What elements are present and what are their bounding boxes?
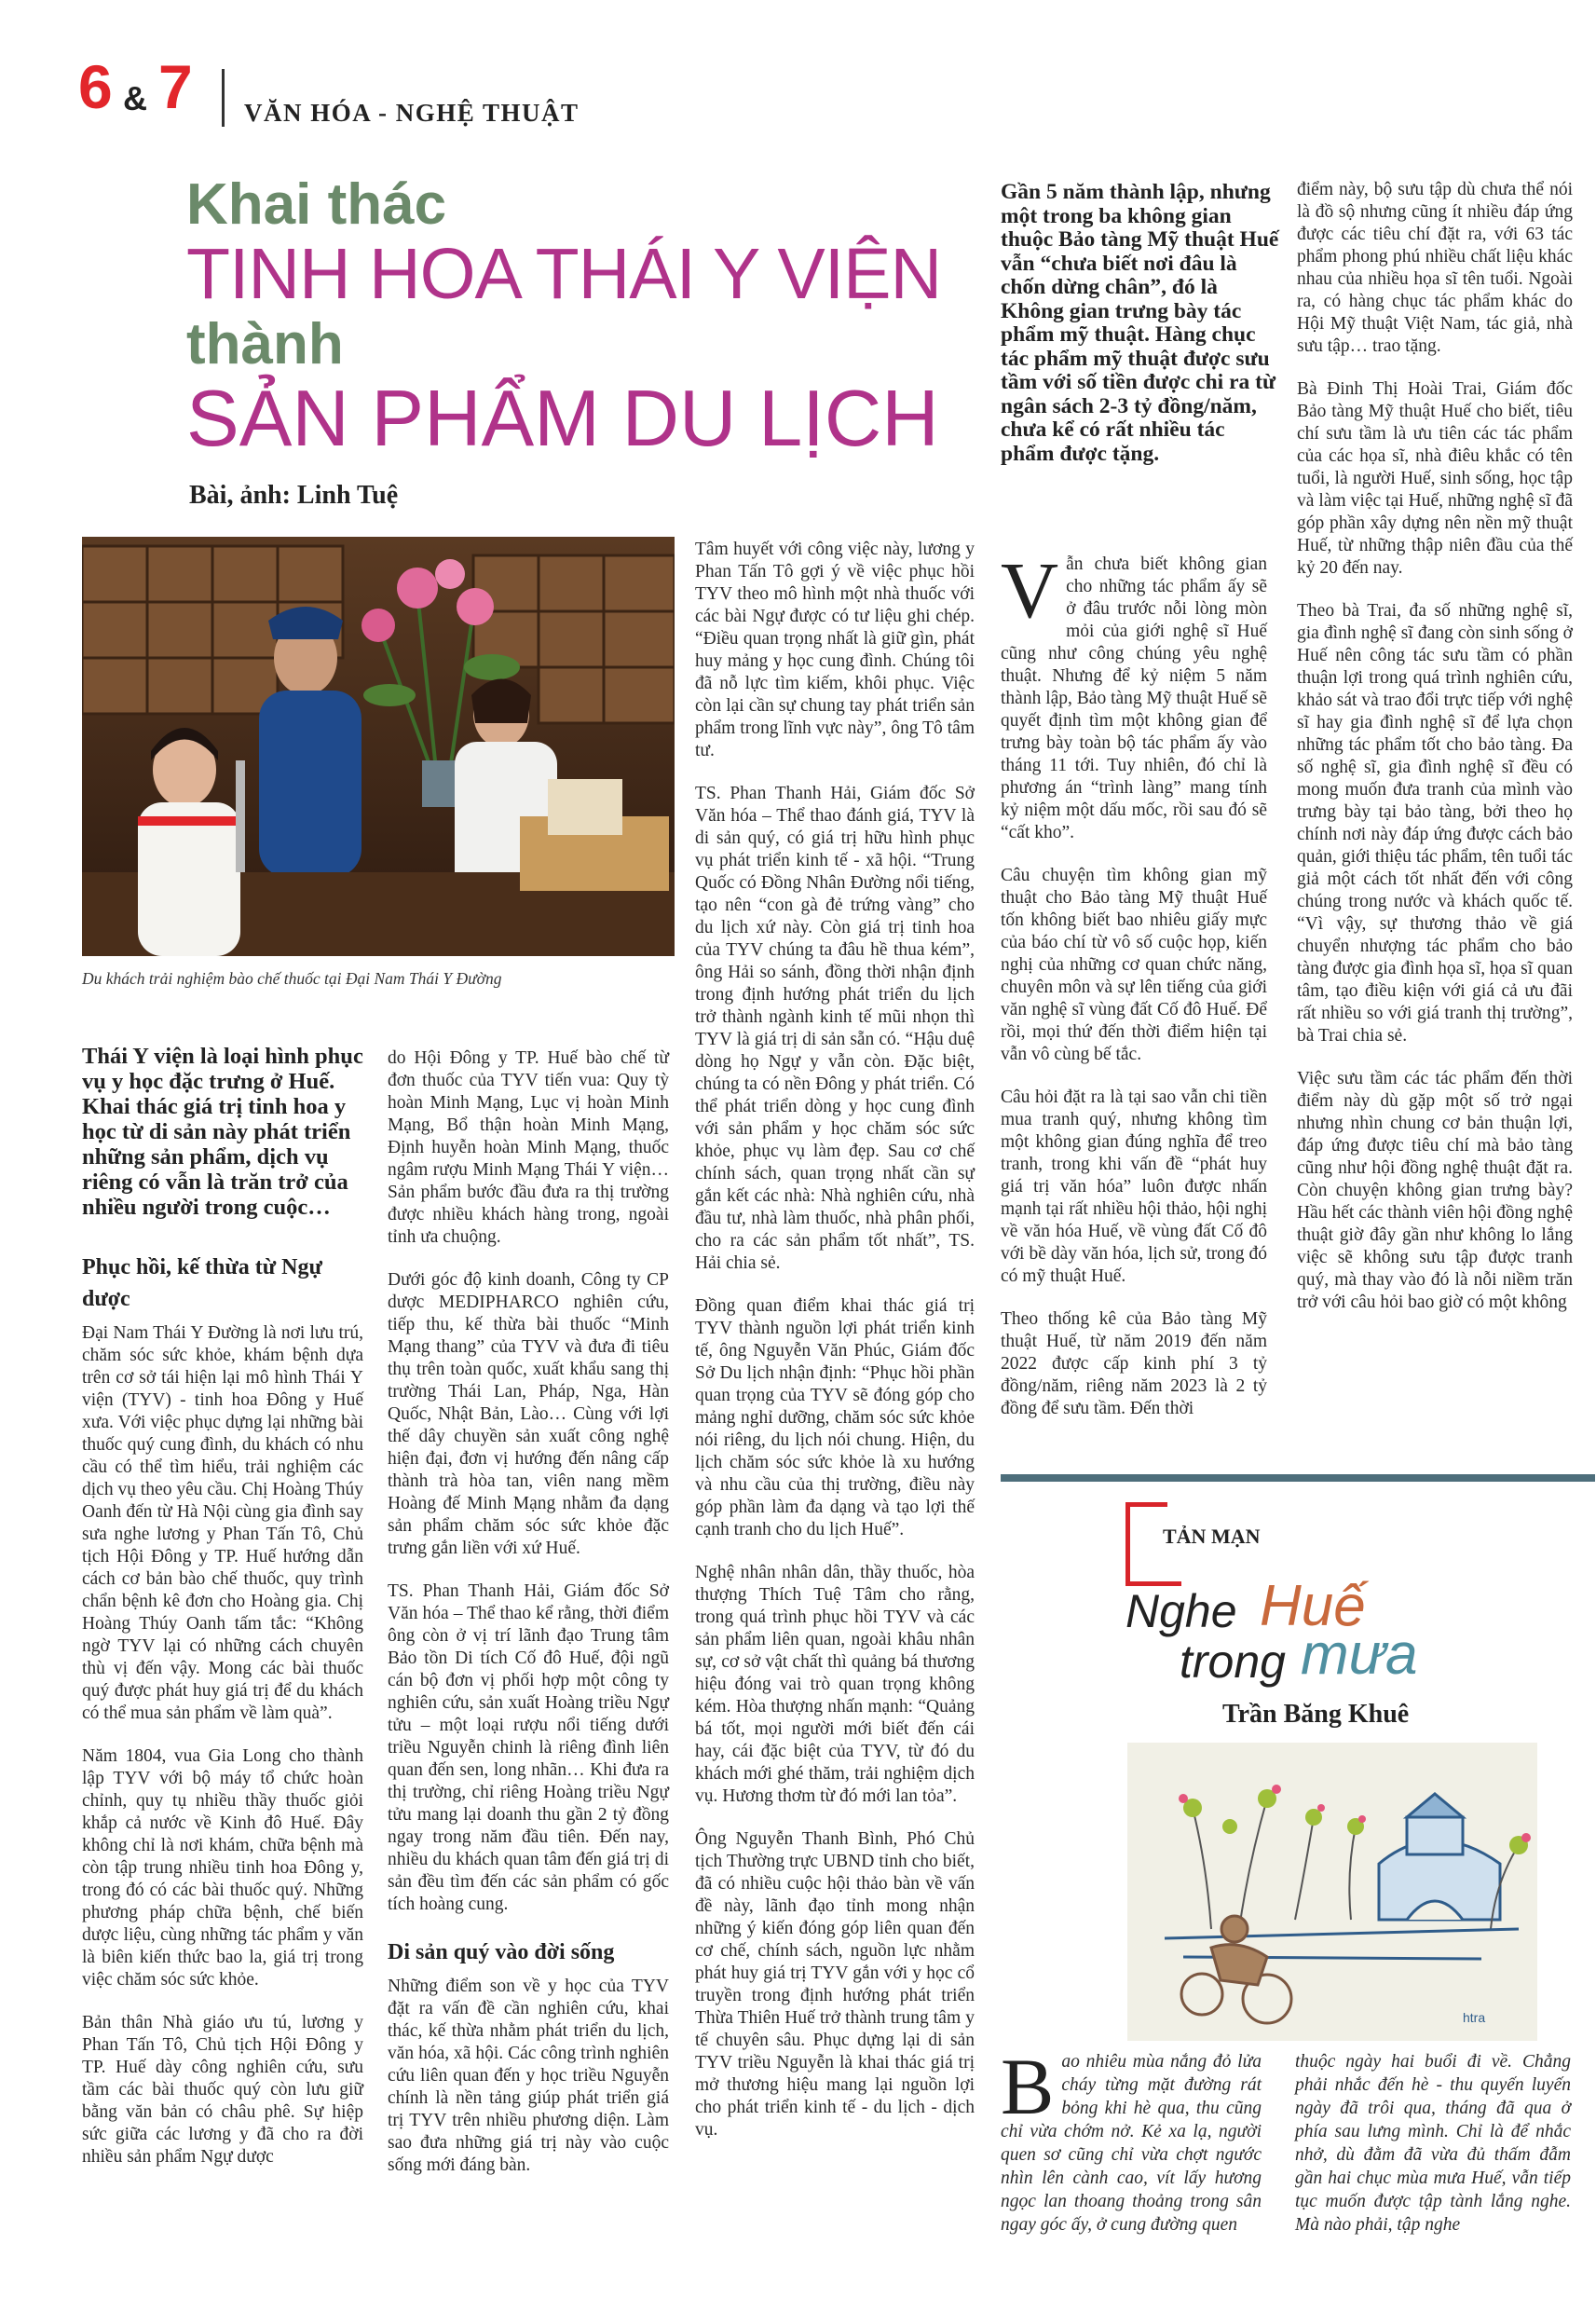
article3-title-nghe: Nghe — [1125, 1585, 1237, 1637]
paragraph: Nghệ nhân nhân dân, thầy thuốc, hòa thượng Thích Tuệ Tâm cho rằng, trong quá trình phục hồi TYV và các sản phẩm liên quan, ngoài khâu nhân sự, cơ sở vật chất thì quảng bá thương hiệu đóng vai trò quan trọng không kém. Hòa thượng nhấn mạnh: “Quảng bá tốt, mọi người mới biết đến cái hay, cái đặc biệt của TYV, từ đó du khách mới ghé thăm, trải nghiệm dịch vụ. Hương thơm từ đó mới lan tỏa”. — [695, 1563, 975, 1806]
page-number-right: 7 — [158, 52, 193, 121]
paragraph: do Hội Đông y TP. Huế bào chế từ đơn thuốc của TYV tiến vua: Quy tỳ hoàn Minh Mạng, Lục vị hoàn Minh Mạng, Bổ thận hoàn Minh Mạng, Định huyễn hoàn Minh Mạng, thuốc ngâm rượu Minh Mạng Thái Y viện… Sản phẩm bước đầu đưa ra thị trường được nhiều khách hàng trong, ngoài tỉnh ưa chuộng. — [388, 1048, 669, 1247]
article3-top-rule — [1001, 1474, 1595, 1482]
paragraph: Theo thống kê của Bảo tàng Mỹ thuật Huế, từ năm 2019 đến năm 2022 được cấp kinh phí 3 tỷ đồng/năm, riêng năm 2023 là 2 tỷ đồng để sưu tầm. Đến thời — [1001, 1309, 1267, 1418]
paragraph: Câu hỏi đặt ra là tại sao vẫn chi tiền mua tranh quý, nhưng không tìm một không gian đúng nghĩa để treo tranh, trong khi vấn đề “phát huy giá trị văn hóa” luôn được nhấn mạnh tại rất nhiều hội thảo, hội nghị về văn hóa Huế, về vùng đất Cố đô với bề dày văn hóa, lịch sử, trong đó có mỹ thuật Huế. — [1001, 1088, 1267, 1286]
section-title: VĂN HÓA - NGHỆ THUẬT — [244, 99, 580, 127]
article-column-3 — [695, 539, 975, 2162]
article-title-line2: TINH HOA THÁI Y VIỆN — [186, 234, 942, 314]
article-title-line1: Khai thác — [186, 172, 447, 237]
paragraph: Bản thân Nhà giáo ưu tú, lương y Phan Tấn Tô, Chủ tịch Hội Đông y TP. Huế dày công nghiên cứu, sưu tầm các bài thuốc quý còn lưu giữ bằng văn bản có châu phê. Sự hiệp sức giữa các lương y đã cho ra đời nhiều sản phẩm Ngự dược — [82, 2013, 363, 2167]
tan-man-label: TẢN MẠN — [1163, 1525, 1261, 1548]
paragraph: Đại Nam Thái Y Đường là nơi lưu trú, chăm sóc sức khỏe, khám bệnh dựa trên cơ sở tái hiện lại mô hình Thái Y viện (TYV) - tinh hoa Đông y Huế xưa. Với việc phục dựng lại những bài thuốc quý cung đình, du khách có nhu cầu có thể tìm hiểu, trải nghiệm các dịch vụ theo yêu cầu. Chị Hoàng Thúy Oanh đến từ Hà Nội cùng gia đình say sưa nghe lương y Phan Tấn Tô, Chủ tịch Hội Đông y TP. Huế hướng dẫn cách cơ bản bào chế thuốc, quy trình chẩn bệnh kê đơn cho Hoàng gia. Chị Hoàng Thúy Oanh tấm tắc: “Không ngờ TYV lại có những cách chuyên thù vị đến vậy. Mong các bài thuốc quý được phát huy giá trị để du khách có thể mua sản phẩm về làm quà”. — [82, 1323, 363, 1723]
photo-caption: Du khách trải nghiệm bào chế thuốc tại Đại Nam Thái Y Đường — [82, 969, 502, 988]
article3-title-trong: trong — [1180, 1635, 1286, 1688]
illustration-signature: htra — [1463, 2010, 1486, 2025]
subhead-phuc-hoi: Phục hồi, kế thừa từ Ngự dược — [82, 1255, 322, 1311]
article3-title-mua: mưa — [1301, 1622, 1418, 1687]
article2-column-1 — [1001, 545, 1267, 1441]
dropcap-b: B — [1001, 2042, 1055, 2131]
page-number-amp: & — [123, 79, 147, 117]
article-photo — [82, 537, 675, 956]
paragraph: Dưới góc độ kinh doanh, Công ty CP dược MEDIPHARCO nghiên cứu, tiếp thu, kế thừa bài thuốc “Minh Mạng thang” của TYV và đưa đi tiêu thụ trên toàn quốc, xuất khẩu sang thị trường Thái Lan, Pháp, Nga, Hàn Quốc, Nhật Bản, Lào… Cùng với lợi thế dây chuyền sản xuất công nghệ hiện đại, đơn vị hướng đến nâng cấp thành trà hòa tan, viên nang mềm Hoàng đế Minh Mạng nhằm đa dạng sản phẩm chăm sóc sức khỏe đặc trưng gắn liền với xứ Huế. — [388, 1270, 669, 1558]
article-column-2 — [388, 1047, 669, 2197]
tan-man-box-side — [1125, 1502, 1130, 1586]
article2-lead: Gần 5 năm thành lập, nhưng một trong ba không gian thuộc Bảo tàng Mỹ thuật Huế vẫn “chưa biết nơi đâu là chốn dừng chân”, đó là Không gian trưng bày tác phẩm mỹ thuật. Hàng chục tác phẩm mỹ thuật được sưu tầm với số tiền được chi ra từ ngân sách 2-3 tỷ đồng/năm, chưa kể có rất nhiều tác phẩm được tặng. — [1001, 180, 1279, 466]
paragraph: Việc sưu tầm các tác phẩm đến thời điểm này dù gặp một số trở ngại nhưng nhìn chung cơ bản thuận lợi, đáp ứng được tiêu chí mà bảo tàng cũng như hội đồng nghệ thuật đặt ra. Còn chuyện không gian trưng bày? Hầu hết các thành viên hội đồng nghệ thuật giờ đây gần như không lo lắng việc sẽ không sưu tập được tranh quý, mà thay vào đó là nỗi niềm trăn trở với câu hỏi bao giờ có một không — [1297, 1069, 1573, 1312]
article3-title-hue: Huế — [1260, 1574, 1366, 1638]
article2-column-2 — [1297, 179, 1573, 1334]
paragraph: ẫn chưa biết không gian cho những tác phẩm ấy sẽ ở đâu trước nỗi lòng mòn mỏi của giới nghệ sĩ Huế cũng như công chúng yêu nghệ thuật. Nhưng để kỷ niệm 5 năm thành lập, Bảo tàng Mỹ thuật Huế sẽ quyết định tìm một không gian để trưng bày toàn bộ tác phẩm ấy vào tháng 11 tới. Tuy nhiên, đó chỉ là phương án “trình làng” mang tính kỷ niệm một dấu mốc, rồi sau đó sẽ “cất kho”. — [1001, 554, 1267, 842]
article-title-line4: SẢN PHẨM DU LỊCH — [186, 375, 939, 463]
paragraph: Đồng quan điểm khai thác giá trị TYV thành nguồn lợi phát triển kinh tế, ông Nguyễn Văn Phúc, Giám đốc Sở Du lịch nhận định: “Phục hồi phần quan trọng của TYV sẽ đóng góp cho mảng nghỉ dưỡng, chăm sóc sức khỏe nói riêng, du lịch nói chung. Hiện, du lịch chăm sóc sức khỏe là xu hướng và nhu cầu của thị trường, điều này góp phần làm đa dạng và tạo lợi thế cạnh tranh cho du lịch Huế”. — [695, 1296, 975, 1539]
article3-column-a — [1001, 2042, 1262, 2237]
dropcap-v: V — [1001, 545, 1059, 635]
paragraph: Năm 1804, vua Gia Long cho thành lập TYV với bộ máy tổ chức hoàn chỉnh, quy tụ nhiều thầy thuốc giỏi khắp cả nước về Kinh đô Huế. Đây không chỉ là nơi khám, chữa bệnh mà còn tập trung nhiều tinh hoa Đông y, trong đó có các bài thuốc quý. Những phương pháp chữa bệnh, chế biến dược liệu, cùng những tác phẩm y văn là biên kiến thức bao la, giá trị trong việc chăm sóc sức khỏe. — [82, 1746, 363, 1990]
column-1-body — [82, 1322, 363, 2168]
page-number-left: 6 — [78, 52, 113, 121]
article-lead: Thái Y viện là loại hình phục vụ y học đặc trưng ở Huế. Khai thác giá trị tinh hoa y học từ di sản này phát triển những sản phẩm, dịch vụ riêng có vẫn là trăn trở của nhiều người trong cuộc… — [82, 1044, 363, 1220]
article-column-1 — [82, 1044, 363, 2189]
article3-column-b: thuộc ngày hai buổi đi về. Chẳng phải nhắc đến hè - thu quyến luyến ngày đã trôi qua, tháng đã qua ở phía sau lưng mình. Chỉ là để nhắc nhở, dù đằm đã vừa đủ thấm đẫm gần hai chục mùa mưa Huế, vẫn tiếp tục muốn được tập tành lắng nghe. Mà nào phải, tập nghe — [1295, 2052, 1571, 2235]
subhead-di-san: Di sản quý vào đời sống — [388, 1940, 615, 1964]
paragraph: Những điểm son về y học của TYV đặt ra vấn đề cần nghiên cứu, khai thác, kế thừa nhằm phát triển du lịch, văn hóa, xã hội. Các công trình nghiên cứu liên quan đến y học triều Nguyễn chính là nền tảng giúp phát triển giá trị TYV trên nhiều phương diện. Làm sao đưa những giá trị này vào cuộc sống mới đáng bàn. — [388, 1977, 669, 2175]
header-divider — [222, 69, 225, 127]
paragraph: Bà Đinh Thị Hoài Trai, Giám đốc Bảo tàng Mỹ thuật Huế cho biết, tiêu chí sưu tầm là ưu tiên các tác phẩm của các họa sĩ, nhà điêu khắc có tên tuổi, là người Huế, sinh sống, học tập và làm việc tại Huế, những nghệ sĩ đã góp phần xây dựng nên nền mỹ thuật Huế, từ những thập niên đầu của thế kỷ 20 đến nay. — [1297, 379, 1573, 578]
paragraph: Theo bà Trai, đa số những nghệ sĩ, gia đình nghệ sĩ đang còn sinh sống ở Huế nên công tác sưu tầm có phần thuận lợi trong quá trình nghiên cứu, khảo sát và trao đổi trực tiếp với nghệ sĩ hay gia đình nghệ sĩ để lựa chọn những tác phẩm tốt cho bảo tàng. Đa số nghệ sĩ, gia đình nghệ sĩ đều có mong muốn đưa tranh của mình vào trưng bày tại bảo tàng, bởi theo họ chính nơi này đáp ứng được cách bảo quản, giới thiệu tác phẩm, tên tuổi tác giả một cách tốt nhất đến với công chúng trong nước và khách quốc tế. “Vì vậy, sự thương thảo về giá chuyển nhượng tác phẩm cho bảo tàng được gia đình họa sĩ, họa sĩ quan tâm, tạo điều kiện với giá cả ưu đãi rất nhiều so với giá tranh thị trường”, bà Trai chia sẻ. — [1297, 601, 1573, 1046]
pharmacy-photo-illustration — [82, 537, 675, 956]
article-byline: Bài, ảnh: Linh Tuệ — [189, 481, 399, 510]
paragraph: điểm này, bộ sưu tập dù chưa thể nói là đồ sộ nhưng cũng ít nhiều đáp ứng được các tiêu chí đặt ra, với 63 tác phẩm phong phú nhiều chất liệu khác nhau của nhiều họa sĩ tên tuổi. Ngoài ra, có hàng chục tác phẩm khác do Hội Mỹ thuật Việt Nam, tác giả, nhà sưu tập… trao tặng. — [1297, 180, 1573, 356]
paragraph: TS. Phan Thanh Hải, Giám đốc Sở Văn hóa – Thể thao đánh giá, TYV là di sản quý, có giá trị hữu hình phục vụ phát triển kinh tế - xã hội. “Trung Quốc có Đồng Nhân Đường nổi tiếng, tạo nên “con gà đẻ trứng vàng” cho du lịch xứ này. Còn giá trị tinh hoa của TYV chúng ta đâu hề thua kém”, ông Hải so sánh, đồng thời nhận định trong định hướng phát triển du lịch trở thành ngành kinh tế mũi nhọn thì TYV là giá trị di sản sẵn có. “Hậu duệ dòng họ Ngự y vẫn còn. Đặc biệt, chúng ta có nền Đông y phát triển. Có thể phát triển dòng y học cung đình với sản phẩm y học chăm sóc sức khỏe, phục vụ làm đẹp. Sau cơ chế chính sách, quan trọng nhất cần sự gắn kết các nhà: Nhà nghiên cứu, nhà đầu tư, nhà làm thuốc, nhà phân phối, cho ra các sản phẩm tốt nhất”, TS. Hải chia sẻ. — [695, 784, 975, 1273]
article-title-line3: thành — [186, 312, 344, 376]
hue-sketch-illustration — [1127, 1743, 1537, 2041]
paragraph: Ông Nguyễn Thanh Bình, Phó Chủ tịch Thường trực UBND tỉnh cho biết, đã có nhiều cuộc hội thảo bàn về vấn đề này, lãnh đạo tỉnh mong nhận những ý kiến đóng góp liên quan đến cơ chế, chính sách, nguồn lực nhằm phát huy giá trị TYV gắn với y học cổ truyền trong định hướng phát triển Thừa Thiên Huế trở thành trung tâm y tế chuyên sâu. Phục dựng lại di sản TYV triều Nguyễn là khai thác giá trị mở thương hiệu mang lại nguồn lợi cho phát triển kinh tế - du lịch - dịch vụ. — [695, 1829, 975, 2140]
paragraph: Câu chuyện tìm không gian mỹ thuật cho Bảo tàng Mỹ thuật Huế tốn không biết bao nhiêu giấy mực của báo chí từ vô số cuộc họp, kiến nghị của những cơ quan chức năng, chuyên môn và sự lên tiếng của giới văn nghệ sĩ vùng đất Cố đô Huế. Để rồi, mọi thứ đến thời điểm hiện tại vẫn vô cùng bế tắc. — [1001, 866, 1267, 1064]
article3-author: Trần Băng Khuê — [1222, 1700, 1410, 1729]
article3-paragraph-a: ao nhiêu mùa nắng đỏ lửa cháy từng mặt đường rát bỏng khi hè qua, thu cũng chỉ vừa chớm nở. Kẻ xa lạ, người quen sơ cũng chỉ vừa chợt ngước nhìn lên cành cao, vít lấy hương ngọc lan thoang thoảng trong sân ngay góc ấy, ở cung đường quen — [1001, 2052, 1262, 2235]
paragraph: Tâm huyết với công việc này, lương y Phan Tấn Tô gợi ý về việc phục hồi TYV theo mô hình một nhà thuốc với các bài Ngự được có tư liệu ghi chép. “Điều quan trọng nhất là giữ gìn, phát huy mảng y học cung đình. Chúng tôi đã nỗ lực tìm kiếm, khôi phục. Việc còn lại cần sự chung tay phát triển sản phẩm trong lĩnh vực này”, ông Tô tâm tư. — [695, 540, 975, 760]
article3-illustration — [1127, 1743, 1537, 2041]
tan-man-box — [1125, 1502, 1167, 1544]
paragraph: TS. Phan Thanh Hải, Giám đốc Sở Văn hóa – Thể thao kể rằng, thời điểm ông còn ở vị trí lãnh đạo Trung tâm Bảo tồn Di tích Cố đô Huế, đội ngũ cán bộ đơn vị phối hợp một công ty nghiên cứu, sản xuất Hoàng triều Ngự tửu – một loại rượu nổi tiếng dưới triều Nguyễn chinh là riêng đình liên quan đến sen, long nhãn… Khi đưa ra thị trường, chỉ riêng Hoàng triều Ngự tửu mang lại doanh thu gần 2 tỷ đồng ngay trong năm đầu tiên. Đến nay, nhiều du khách quan tâm đến giá trị di sản đều tìm đến các sản phẩm có gốc tích hoàng cung. — [388, 1581, 669, 1914]
